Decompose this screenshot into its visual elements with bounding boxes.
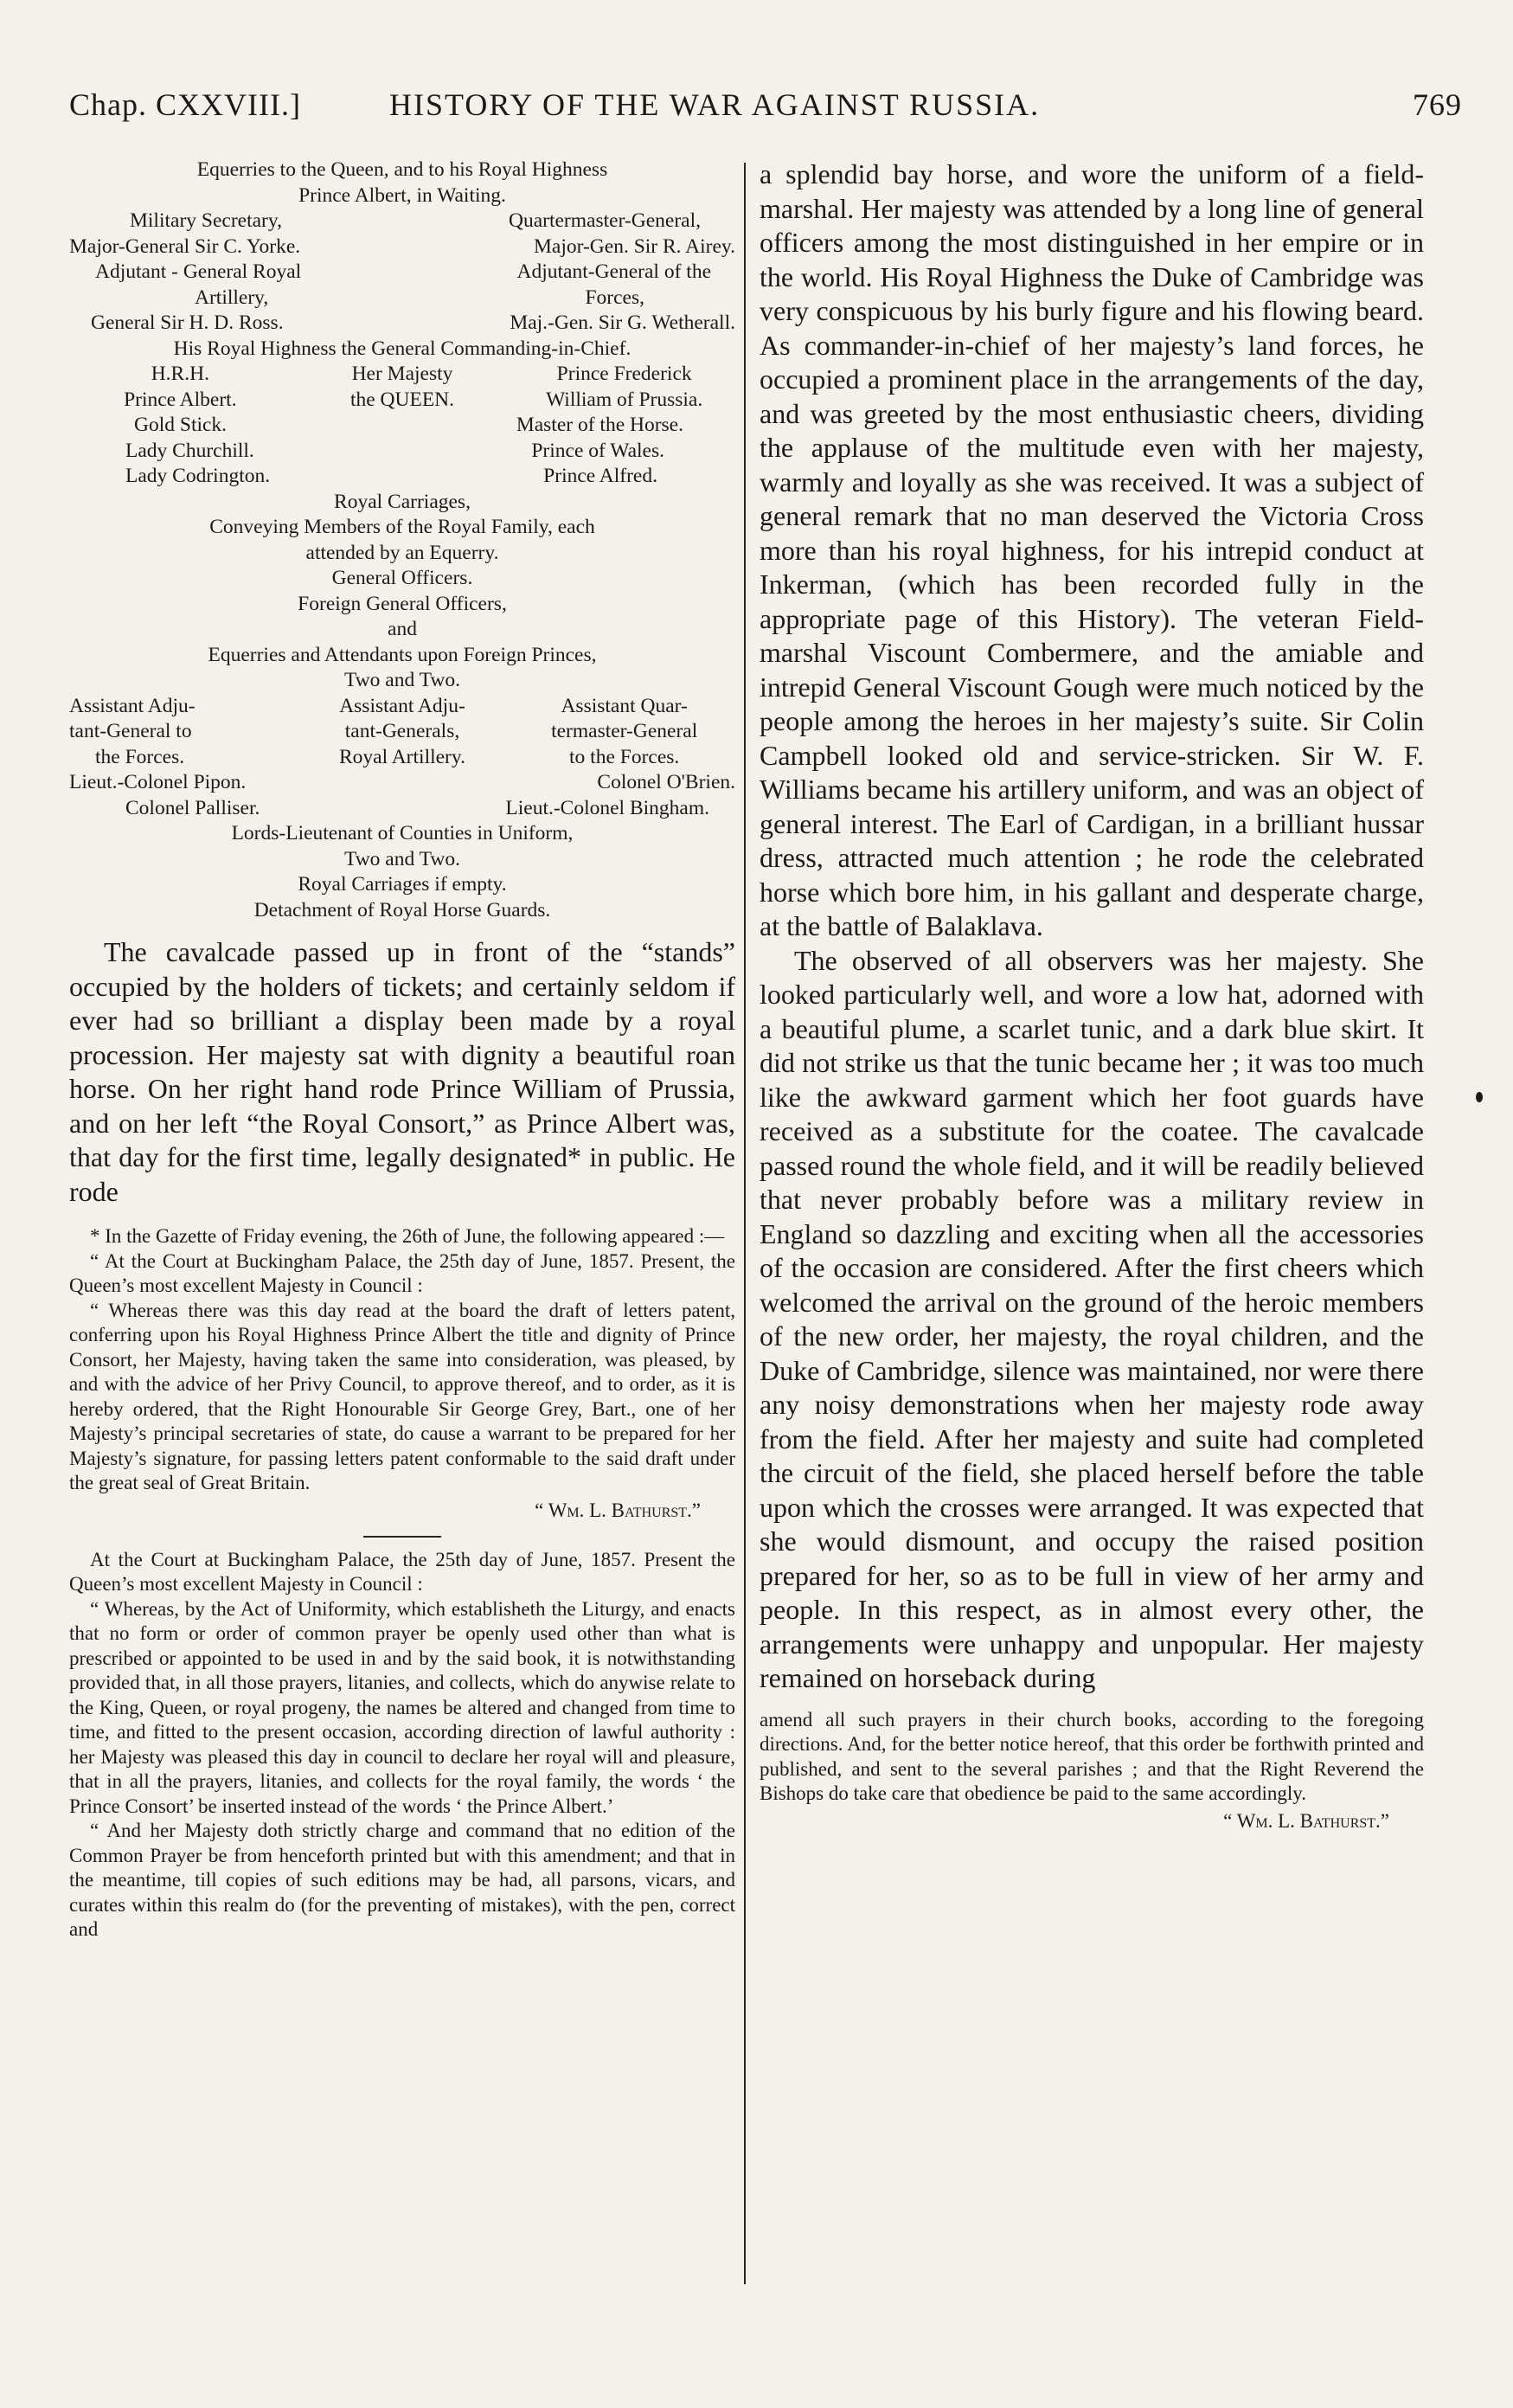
procession-line: Royal Carriages if empty.	[298, 873, 507, 896]
procession-row	[69, 770, 735, 796]
procession-row	[69, 234, 735, 260]
procession-row	[69, 286, 735, 311]
procession-line: Lords-Lieutenant of Counties in Uniform,	[231, 822, 574, 844]
procession-cell: Adjutant - General Royal	[95, 260, 302, 283]
signature: “ Wm. L. Bathurst.”	[535, 1499, 701, 1521]
procession-row	[69, 362, 735, 388]
procession-cell: Assistant Adju-	[339, 694, 465, 717]
footnote	[69, 1224, 735, 1942]
procession-line: Equerries to the Queen, and to his Royal Highness	[196, 158, 608, 181]
procession-cell: Maj.-Gen. Sir G. Wetherall.	[510, 311, 735, 334]
procession-cell: Royal Artillery.	[339, 745, 465, 768]
procession-line: His Royal Highness the General Commanding-in-Chief.	[173, 337, 631, 360]
body-paragraph: a splendid bay horse, and wore the uniform of a field-marshal. Her majesty was attended by a long line of general officers among the most distinguished in her empire or in the world. His Royal Highness the Duke of Cambridge was very conspicuous by his burly figure and his flowing beard. As commander-in-chief of her majesty’s land forces, he occupied a prominent place in the arrangements of the day, and was greeted by the most enthusiastic cheers, dividing the applause of the multitude even with her majesty, warmly and loyally as she was received. It was a subject of general remark that no man deserved the Victoria Cross more than his royal highness, for his intrepid conduct at Inkerman, (which has been recorded fully in the appropriate page of this History). The veteran Field-marshal Viscount Combermere, and the amiable and intrepid General Viscount Gough were much noticed by the people among the heroes in her majesty’s suite. Sir Colin Campbell looked old and service-stricken. Sir W. F. Williams became his artillery uniform, and was an object of general interest. The Earl of Cardigan, in a brilliant hussar dress, attracted much attention ; he rode the celebrated horse which bore him, in his gallant and desperate charge, at the battle of Balaklava.	[760, 158, 1424, 941]
procession-row	[69, 796, 735, 822]
procession-cell: Her Majesty	[351, 363, 453, 385]
procession-cell: tant-Generals,	[344, 720, 460, 742]
procession-row	[69, 694, 735, 720]
procession-order	[69, 157, 735, 923]
column-divider	[744, 163, 746, 2284]
running-header	[69, 87, 1462, 135]
procession-cell: Prince of Wales.	[531, 439, 664, 462]
procession-line: Two and Two.	[343, 847, 460, 870]
procession-line: Royal Carriages,	[334, 490, 471, 513]
procession-line: Conveying Members of the Royal Family, each	[209, 516, 595, 538]
left-column	[69, 157, 735, 1942]
procession-line: attended by an Equerry.	[305, 541, 499, 564]
procession-cell: General Sir H. D. Ross.	[91, 311, 284, 334]
right-column	[760, 157, 1424, 1833]
footnote-paragraph: amend all such prayers in their church books, according to the foregoing directions. And, for the better notice hereof, that this order be forthwith printed and published, and sent to the several parishes ; and that the Right Reverend the Bishops do take care that obedience be paid to the same accordingly.	[760, 1708, 1424, 1804]
procession-cell: Master of the Horse.	[516, 414, 683, 436]
footnote-paragraph: “ Whereas, by the Act of Uniformity, which establisheth the Liturgy, and enacts that no form or order of common prayer be openly used other than what is prescribed or appointed to be used in and by the said book, it is notwithstanding provided that, in all those prayers, litanies, and collects, which do anywise relate to the King, Queen, or royal progeny, the names be altered and changed from time to time, and fitted to the present occasion, according direction of lawful authority : her Majesty was pleased this day in council to declare her royal will and pleasure, that in all the prayers, litanies, and collects for the royal family, the words ‘ the Prince Consort’ be inserted instead of the words ‘ the Prince Albert.’	[69, 1597, 735, 1817]
footnote-paragraph: “ And her Majesty doth strictly charge and command that no edition of the Common Prayer be from henceforth printed but with this amendment; and that in the meantime, till copies of such editions may be had, all parsons, vicars, and curates within this realm do (for the preventing of mistakes), with the pen, correct and	[69, 1820, 735, 1940]
procession-cell: Colonel Palliser.	[125, 796, 260, 819]
procession-line: Two and Two.	[343, 669, 460, 691]
footnote-paragraph: “ At the Court at Buckingham Palace, the 25th day of June, 1857. Present, the Queen’s most excellent Majesty in Council :	[69, 1249, 735, 1296]
procession-line: General Officers.	[331, 567, 473, 589]
procession-row	[69, 311, 735, 337]
procession-cell: Major-General Sir C. Yorke.	[69, 234, 301, 258]
procession-cell: Military Secretary,	[130, 209, 282, 232]
procession-row	[69, 209, 735, 234]
procession-row	[69, 388, 735, 414]
procession-cell: Prince Frederick	[556, 363, 692, 385]
procession-cell: Colonel O'Brien.	[597, 771, 735, 793]
procession-cell: Lady Churchill.	[125, 439, 254, 462]
procession-cell: the QUEEN.	[349, 388, 455, 411]
procession-cell: Artillery,	[195, 286, 269, 309]
margin-mark	[1476, 1092, 1483, 1102]
procession-cell: Prince Alfred.	[543, 465, 657, 487]
procession-row	[69, 745, 735, 771]
footnote-paragraph: * In the Gazette of Friday evening, the 26th of June, the following appeared :—	[90, 1225, 725, 1247]
chapter-label: Chap. CXXVIII.]	[69, 87, 301, 122]
procession-row	[69, 413, 735, 439]
procession-cell: H.R.H.	[151, 363, 209, 385]
procession-line: Prince Albert, in Waiting.	[298, 183, 506, 207]
procession-cell: Lady Codrington.	[125, 465, 271, 487]
procession-line: Equerries and Attendants upon Foreign Princes,	[208, 643, 597, 666]
procession-cell: termaster-General	[551, 720, 698, 742]
procession-cell: Adjutant-General of the	[516, 260, 711, 283]
procession-cell: Gold Stick.	[134, 414, 228, 436]
procession-cell: Quartermaster-General,	[509, 209, 701, 232]
footnote-paragraph: “ Whereas there was this day read at the board the draft of letters patent, conferring upon his Royal Highness Prince Albert the title and dignity of Prince Consort, her Majesty, having taken the same into consideration, was pleased, by and with the advice of her Privy Council, to approve thereof, and to order, as it is hereby ordered, that the Right Honourable Sir George Grey, Bart., one of her Majesty’s principal secretaries of state, do cause a warrant to be prepared for her Majesty’s signature, for passing letters patent conformable to the said draft under the great seal of Great Britain.	[69, 1299, 735, 1493]
procession-cell: Prince Albert.	[124, 388, 237, 411]
procession-row	[69, 439, 735, 465]
signature: “ Wm. L. Bathurst.”	[1223, 1809, 1389, 1832]
running-title: HISTORY OF THE WAR AGAINST RUSSIA.	[389, 87, 1041, 122]
page-number: 769	[1413, 87, 1462, 122]
footnote-paragraph: At the Court at Buckingham Palace, the 25th day of June, 1857. Present the Queen’s most excellent Majesty in Council :	[69, 1548, 735, 1595]
body-paragraph: The cavalcade passed up in front of the “stands” occupied by the holders of tickets; and certainly seldom if ever had so brilliant a display been made by a royal procession. Her majesty sat with dignity a beautiful roan horse. On her right hand rode Prince William of Prussia, and on her left “the Royal Consort,” as Prince Albert was, that day for the first time, legally designated* in public. He rode	[69, 936, 735, 1207]
procession-cell: Lieut.-Colonel Pipon.	[69, 771, 247, 793]
procession-cell: Forces,	[585, 286, 644, 309]
procession-cell: Lieut.-Colonel Bingham.	[505, 796, 709, 819]
procession-cell: William of Prussia.	[546, 388, 703, 411]
procession-cell: the Forces.	[95, 745, 185, 768]
procession-line: and	[388, 618, 417, 640]
procession-cell: Major-Gen. Sir R. Airey.	[534, 234, 735, 258]
procession-cell: tant-General to	[69, 720, 192, 742]
procession-line: Foreign General Officers,	[298, 592, 507, 615]
procession-row	[69, 464, 735, 490]
procession-row	[69, 260, 735, 286]
body-paragraph: The observed of all observers was her majesty. She looked particularly well, and wore a low hat, adorned with a beautiful plume, a scarlet tunic, and a dark blue skirt. It did not strike us that the tunic became her ; it was too much like the awkward garment which her foot guards have received as a substitute for the coatee. The cavalcade passed round the whole field, and it will be readily believed that never probably before was a military review in England so dazzling and exciting when all the accessories of the occasion are considered. After the first cheers which welcomed the arrival on the ground of the heroic members of the new order, her majesty, the royal children, and the Duke of Cambridge, silence was maintained, nor were there any noisy demonstrations when her majesty rode away from the field. After her majesty and suite had completed the circuit of the field, she placed herself before the table upon which the crosses were arranged. It was expected that she would dismount, and occupy the raised position prepared for her, so as to be full in view of her army and people. In this respect, as in almost every other, the arrangements were unhappy and unpopular. Her majesty remained on horseback during	[760, 944, 1424, 1693]
procession-cell: Assistant Adju-	[69, 694, 196, 717]
procession-cell: Assistant Quar-	[561, 694, 688, 717]
footnote-continuation	[760, 1708, 1424, 1833]
short-rule	[363, 1536, 441, 1538]
procession-line: Detachment of Royal Horse Guards.	[253, 898, 551, 921]
procession-cell: to the Forces.	[569, 745, 680, 768]
procession-row	[69, 719, 735, 745]
